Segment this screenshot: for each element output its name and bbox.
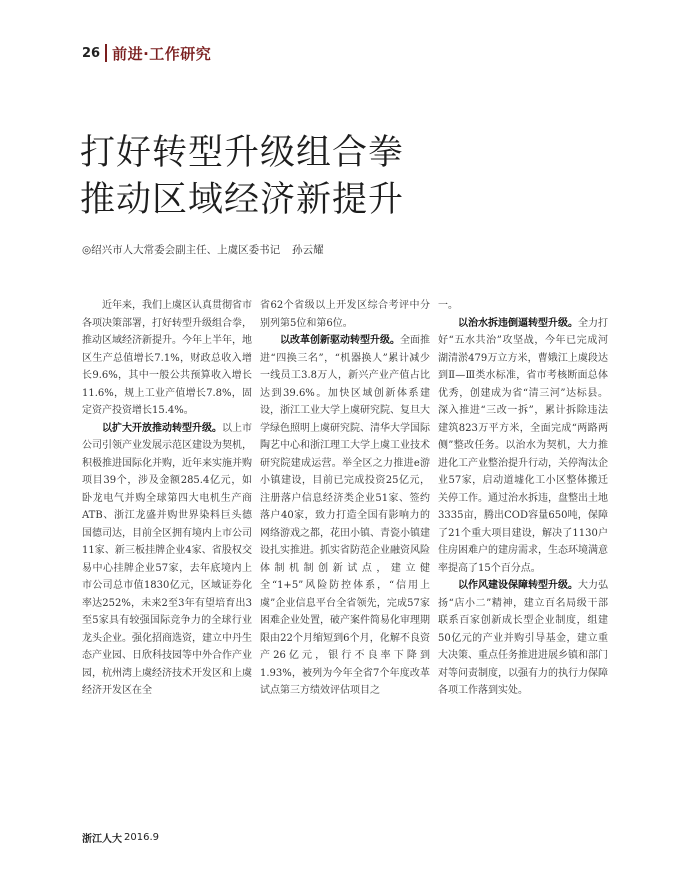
page-header — [82, 42, 211, 64]
paragraph-text: 全力打好“五水共治”攻坚战，今年已完成河湖清淤479万立方米，曹娥江上虞段达到Ⅱ—Ⅲ类水标准，省市考核断面总体优秀，创建成为省“清三河”达标县。深入推进“三改一拆”，累计拆除违法建筑823万平方米，全面完成“两路两侧”整改任务。以治水为契机，大力推进化工产业整治提升行动，关停淘汰企业57家，启动道墟化工小区整体搬迁关停工作。通过治水拆违，盘整出土地3335亩，腾出COD容量650吨，保障了21个重大项目建设，解决了1130户住房困难户的建房需求，生态环境满意率提高了15个百分点。 — [438, 317, 608, 574]
section-heading: 以改革创新驱动转型升级。 — [280, 335, 400, 346]
paragraph — [438, 315, 608, 578]
header-divider — [105, 44, 107, 62]
issue-number: 2016.9 — [124, 832, 159, 843]
author-position: ◎绍兴市人大常委会副主任、上虞区委书记 — [82, 244, 281, 256]
paragraph — [82, 420, 252, 700]
paragraph — [260, 332, 430, 700]
section-name: 前进·工作研究 — [112, 44, 212, 63]
section-heading: 以作风建设保障转型升级。 — [458, 580, 578, 591]
section-heading: 以扩大开放推动转型升级。 — [102, 422, 222, 434]
title-line-1: 打好转型升级组合拳 — [80, 133, 405, 173]
page-number: 26 — [82, 45, 101, 61]
paragraph — [438, 577, 608, 700]
paragraph: 省62个省级以上开发区综合考评中分别列第5位和第6位。 — [260, 300, 430, 329]
paragraph-text: 大力弘扬“店小二”精神，建立百名局级干部联系百家创新成长型企业制度，组建50亿元的产业并购引导基金，建立重大决策、重点任务推进进展乡镇和部门对等问责制度，以强有力的执行力保障各项工作落到实处。 — [438, 580, 608, 696]
article-title — [80, 130, 404, 224]
text-column-1 — [82, 297, 252, 700]
page-footer — [82, 830, 159, 845]
section-heading: 以治水拆违倒逼转型升级。 — [458, 317, 578, 329]
title-line-2: 推动区域经济新提升 — [80, 180, 405, 220]
paragraph: 一。 — [438, 300, 458, 311]
text-column-2 — [260, 297, 430, 700]
paragraph: 近年来，我们上虞区认真贯彻省市各项决策部署，打好转型升级组合拳，推动区域经济新提升。今年上半年，地区生产总值增长7.1%，财政总收入增长9.6%，其中一般公共预算收入增长11.6%，规上工业产值增长7.8%，固定资产投资增长15.4%。 — [82, 300, 252, 416]
paragraph-text: 以上市公司引领产业发展示范区建设为契机，积极推进国际化并购，近年来实施并购项目39个，涉及金额285.4亿元，如卧龙电气并购全球第四大电机生产商ATB、浙江龙盛并购世界染料巨头德国德司达，目前全区拥有境内上市公司11家、新三板挂牌企业4家、省股权交易中心挂牌企业57家，去年底境内上市公司总市值1830亿元，区域证券化率达252%，未来2至3年有望培育出3至5家具有较强国际竞争力的全球行业龙头企业。强化招商选资，建立中丹生态产业园、日欣科技园等中外合作产业园，杭州湾上虞经济技术开发区和上虞经济开发区在全 — [82, 422, 252, 696]
author-name: 孙云耀 — [292, 244, 324, 256]
author-byline — [82, 242, 324, 257]
paragraph-text: 全面推进“四换三名”，“机器换人”累计减少一线员工3.8万人，新兴产业产值占比达到39.6%。加快区域创新体系建设，浙江工业大学上虞研究院、复旦大学绿色照明上虞研究院、清华大学国际陶艺中心和浙江理工大学上虞工业技术研究院建成运营。举全区之力推进e游小镇建设，目前已完成投资25亿元，注册落户信息经济类企业51家、签约落户40家，致力打造全国有影响力的网络游戏之都，花田小镇、青瓷小镇建设扎实推进。抓实省防范企业融资风险体制机制创新试点，建立健全“1+5”风险防控体系，“信用上虞”企业信息平台全省领先，完成57家困难企业处置，破产案件简易化审理期限由22个月缩短到6个月，化解不良资产26亿元，银行不良率下降到1.93%，被列为今年全省7个年度改革试点第三方绩效评估项目之 — [260, 335, 430, 696]
publication-logo: 浙江人大 — [82, 834, 122, 845]
text-column-3 — [438, 297, 608, 700]
